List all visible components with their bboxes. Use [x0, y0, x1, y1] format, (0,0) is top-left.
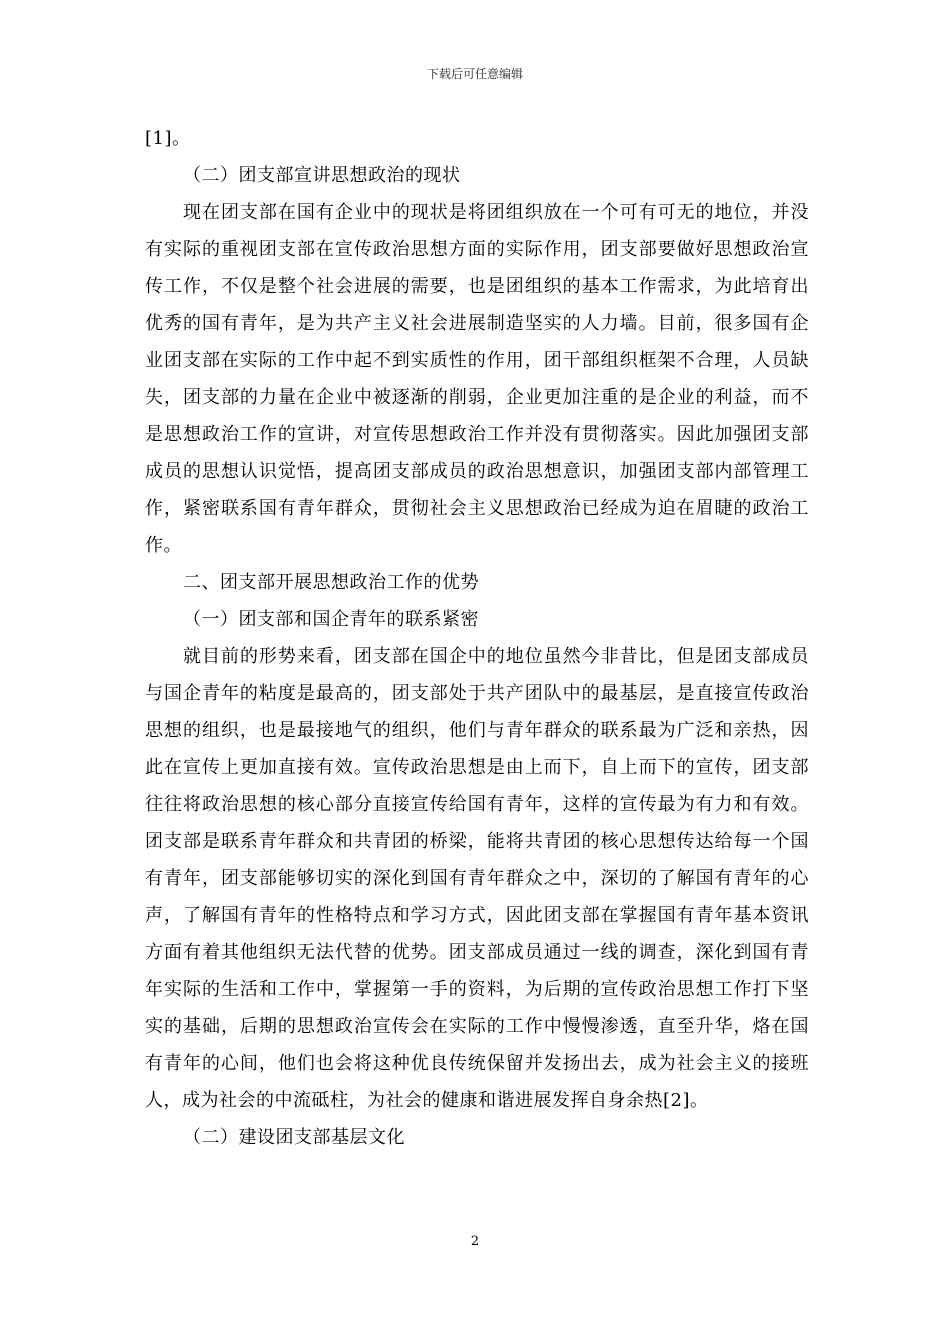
section-heading-propaganda-status: （二）团支部宣讲思想政治的现状: [183, 165, 461, 186]
page-number: 2: [470, 1234, 480, 1249]
paragraph-close-contact: 就目前的形势来看，团支部在国企中的地位虽然今非昔比，但是团支部成员与国企青年的粘度是最高的，团支部处于共产团队中的最基层，是直接宣传政治思想的组织，也是最接地气的组织，他们与青年群众的联系最为广泛和亲热，因此在宣传上更加直接有效。宣传政治思想是由上而下，自上而下的宣传，团支部往往将政治思想的核心部分直接宣传给国有青年，这样的宣传最为有力和有效。团支部是联系青年群众和共青团的桥梁，能将共青团的核心思想传达给每一个国有青年，团支部能够切实的深化到国有青年群众之中，深切的了解国有青年的心声，了解国有青年的性格特点和学习方式，因此团支部在掌握国有青年基本资讯方面有着其他组织无法代替的优势。团支部成员通过一线的调查，深化到国有青年实际的生活和工作中，掌握第一手的资料，为后期的宣传政治思想工作打下坚实的基础，后期的思想政治宣传会在实际的工作中慢慢渗透，直至升华，烙在国有青年的心间，他们也会将这种优良传统保留并发扬出去，成为社会主义的接班人，成为社会的中流砥柱，为社会的健康和谐进展发挥自身余热[2]。: [145, 646, 809, 1111]
page-header: 下载后可任意编辑: [426, 67, 523, 81]
subsection-heading-grassroots-culture: （二）建设团支部基层文化: [183, 1127, 405, 1148]
document-body: [145, 120, 809, 1156]
subsection-heading-close-contact: （一）团支部和国企青年的联系紧密: [183, 609, 479, 630]
paragraph-citation-continuation: [1]。: [145, 128, 191, 149]
paragraph-current-status: 现在团支部在国有企业中的现状是将团组织放在一个可有可无的地位，并没有实际的重视团支部在宣传政治思想方面的实际作用，团支部要做好思想政治宣传工作，不仅是整个社会进展的需要，也是团组织的基本工作需求，为此培育出优秀的国有青年，是为共产主义社会进展制造坚实的人力墙。目前，很多国有企业团支部在实际的工作中起不到实质性的作用，团干部组织框架不合理，人员缺失，团支部的力量在企业中被逐渐的削弱，企业更加注重的是企业的利益，而不是思想政治工作的宣讲，对宣传思想政治工作并没有贯彻落实。因此加强团支部成员的思想认识觉悟，提高团支部成员的政治思想意识，加强团支部内部管理工作，紧密联系国有青年群众，贯彻社会主义思想政治已经成为迫在眉睫的政治工作。: [145, 202, 809, 556]
section-heading-advantages: 二、团支部开展思想政治工作的优势: [183, 572, 479, 593]
